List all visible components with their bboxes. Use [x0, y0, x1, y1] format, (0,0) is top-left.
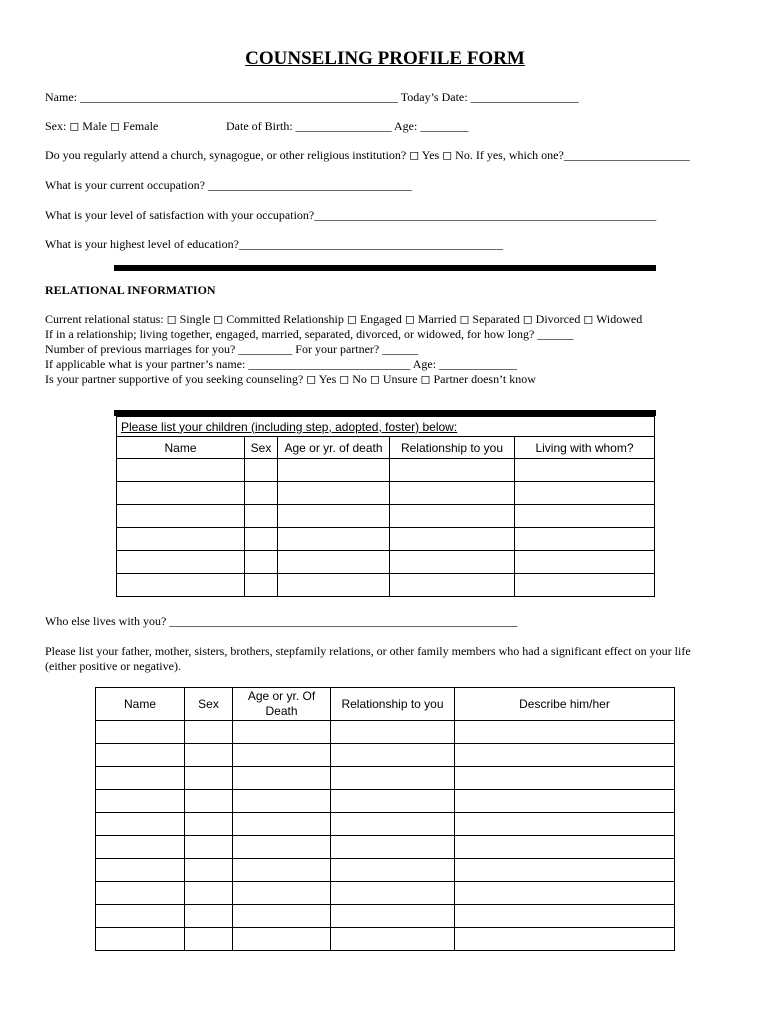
table-cell[interactable] [117, 505, 245, 528]
table-cell[interactable] [455, 859, 675, 882]
table-cell[interactable] [515, 505, 655, 528]
dob-age-field[interactable]: Date of Birth: ________________ Age: ________ [226, 119, 469, 133]
col-header-describe: Describe him/her [455, 688, 675, 721]
table-cell[interactable] [233, 744, 331, 767]
table-cell[interactable] [331, 744, 455, 767]
table-row [96, 790, 675, 813]
children-header-row [117, 437, 655, 459]
table-cell[interactable] [515, 459, 655, 482]
satisfaction-field[interactable]: What is your level of satisfaction with your occupation?_________________________________________________________ [45, 208, 657, 222]
relationship-duration-field[interactable]: If in a relationship; living together, engaged, married, separated, divorced, or widowed, for how long? ______ [45, 327, 574, 341]
children-table [116, 416, 655, 597]
table-cell[interactable] [390, 482, 515, 505]
table-cell[interactable] [331, 859, 455, 882]
table-cell[interactable] [331, 813, 455, 836]
table-cell[interactable] [331, 836, 455, 859]
table-row [96, 859, 675, 882]
table-cell[interactable] [390, 528, 515, 551]
col-header-name: Name [96, 688, 185, 721]
occupation-field[interactable]: What is your current occupation? __________________________________ [45, 178, 412, 192]
col-header-age: Age or yr. of death [278, 437, 390, 459]
table-cell[interactable] [96, 905, 185, 928]
table-cell[interactable] [278, 528, 390, 551]
table-cell[interactable] [390, 574, 515, 597]
form-title: COUNSELING PROFILE FORM [245, 48, 525, 69]
table-cell[interactable] [185, 744, 233, 767]
table-cell[interactable] [245, 459, 278, 482]
table-cell[interactable] [96, 744, 185, 767]
col-header-relationship: Relationship to you [390, 437, 515, 459]
table-cell[interactable] [390, 459, 515, 482]
table-cell[interactable] [233, 813, 331, 836]
table-row [96, 721, 675, 744]
family-header-row [96, 688, 675, 721]
table-cell[interactable] [455, 744, 675, 767]
relational-heading: RELATIONAL INFORMATION [45, 283, 216, 297]
table-cell[interactable] [233, 928, 331, 951]
table-row [96, 836, 675, 859]
table-cell[interactable] [96, 928, 185, 951]
table-cell[interactable] [96, 790, 185, 813]
table-row [96, 928, 675, 951]
table-row [117, 574, 655, 597]
table-cell[interactable] [278, 551, 390, 574]
table-cell[interactable] [233, 767, 331, 790]
table-row [96, 744, 675, 767]
table-cell[interactable] [117, 551, 245, 574]
table-row [96, 882, 675, 905]
table-cell[interactable] [117, 528, 245, 551]
table-cell[interactable] [455, 813, 675, 836]
table-cell[interactable] [96, 882, 185, 905]
table-cell[interactable] [96, 836, 185, 859]
table-cell[interactable] [117, 482, 245, 505]
table-cell[interactable] [245, 551, 278, 574]
col-header-sex: Sex [245, 437, 278, 459]
table-cell[interactable] [455, 836, 675, 859]
table-cell[interactable] [455, 767, 675, 790]
sex-options[interactable]: Sex: ◻ Male ◻ Female [45, 119, 159, 133]
table-cell[interactable] [455, 721, 675, 744]
family-prompt-continued: (either positive or negative). [45, 659, 181, 673]
table-cell[interactable] [96, 813, 185, 836]
table-row [117, 459, 655, 482]
table-row [96, 813, 675, 836]
table-cell[interactable] [331, 928, 455, 951]
table-cell[interactable] [455, 790, 675, 813]
table-cell[interactable] [245, 482, 278, 505]
table-cell[interactable] [278, 574, 390, 597]
table-cell[interactable] [515, 574, 655, 597]
table-cell[interactable] [278, 482, 390, 505]
table-cell[interactable] [233, 859, 331, 882]
table-cell[interactable] [515, 551, 655, 574]
table-cell[interactable] [233, 836, 331, 859]
table-cell[interactable] [185, 882, 233, 905]
section-divider [114, 265, 656, 271]
table-cell[interactable] [185, 721, 233, 744]
table-cell[interactable] [331, 721, 455, 744]
table-cell[interactable] [185, 928, 233, 951]
family-prompt: Please list your father, mother, sisters, brothers, stepfamily relations, or other family members who had a significant effect on your life [45, 644, 691, 658]
church-question[interactable]: Do you regularly attend a church, synagogue, or other religious institution? ◻ Yes ◻ No. If yes, which one?_____________________ [45, 148, 690, 162]
education-field[interactable]: What is your highest level of education?____________________________________________ [45, 237, 503, 251]
partner-support-options[interactable]: Is your partner supportive of you seeking counseling? ◻ Yes ◻ No ◻ Unsure ◻ Partner doesn’t know [45, 372, 536, 386]
table-cell[interactable] [185, 905, 233, 928]
table-cell[interactable] [233, 721, 331, 744]
table-cell[interactable] [96, 859, 185, 882]
col-header-name: Name [117, 437, 245, 459]
table-cell[interactable] [331, 767, 455, 790]
table-cell[interactable] [515, 528, 655, 551]
col-header-relationship: Relationship to you [331, 688, 455, 721]
table-cell[interactable] [331, 790, 455, 813]
table-cell[interactable] [96, 721, 185, 744]
col-header-sex: Sex [185, 688, 233, 721]
partner-name-field[interactable]: If applicable what is your partner’s name: ___________________________ Age: _____________ [45, 357, 518, 371]
table-cell[interactable] [245, 574, 278, 597]
table-cell[interactable] [390, 551, 515, 574]
who-else-field[interactable]: Who else lives with you? __________________________________________________________ [45, 614, 518, 628]
table-row [117, 505, 655, 528]
table-cell[interactable] [455, 928, 675, 951]
table-cell[interactable] [185, 790, 233, 813]
col-header-living: Living with whom? [515, 437, 655, 459]
previous-marriages-field[interactable]: Number of previous marriages for you? _________ For your partner? ______ [45, 342, 419, 356]
table-cell[interactable] [331, 882, 455, 905]
table-row [96, 905, 675, 928]
table-cell[interactable] [278, 459, 390, 482]
table-cell[interactable] [245, 528, 278, 551]
table-cell[interactable] [455, 882, 675, 905]
table-cell[interactable] [185, 767, 233, 790]
table-cell[interactable] [185, 859, 233, 882]
col-header-age: Age or yr. Of Death [233, 688, 331, 721]
table-cell[interactable] [96, 767, 185, 790]
table-cell[interactable] [185, 813, 233, 836]
table-cell[interactable] [390, 505, 515, 528]
table-cell[interactable] [455, 905, 675, 928]
table-cell[interactable] [515, 482, 655, 505]
relational-status-options[interactable]: Current relational status: ◻ Single ◻ Committed Relationship ◻ Engaged ◻ Married ◻ Separated ◻ Divorced ◻ Widowed [45, 312, 643, 326]
table-row [96, 767, 675, 790]
table-cell[interactable] [245, 505, 278, 528]
table-cell[interactable] [185, 836, 233, 859]
table-cell[interactable] [233, 905, 331, 928]
table-row [117, 528, 655, 551]
family-table [95, 687, 675, 951]
table-row [117, 482, 655, 505]
table-cell[interactable] [278, 505, 390, 528]
table-cell[interactable] [233, 790, 331, 813]
table-cell[interactable] [117, 574, 245, 597]
table-cell[interactable] [331, 905, 455, 928]
table-cell[interactable] [233, 882, 331, 905]
children-table-caption: Please list your children (including step, adopted, foster) below: [117, 417, 655, 437]
table-cell[interactable] [117, 459, 245, 482]
name-date-field[interactable]: Name: _____________________________________________________ Today’s Date: __________________ [45, 90, 579, 104]
table-row [117, 551, 655, 574]
